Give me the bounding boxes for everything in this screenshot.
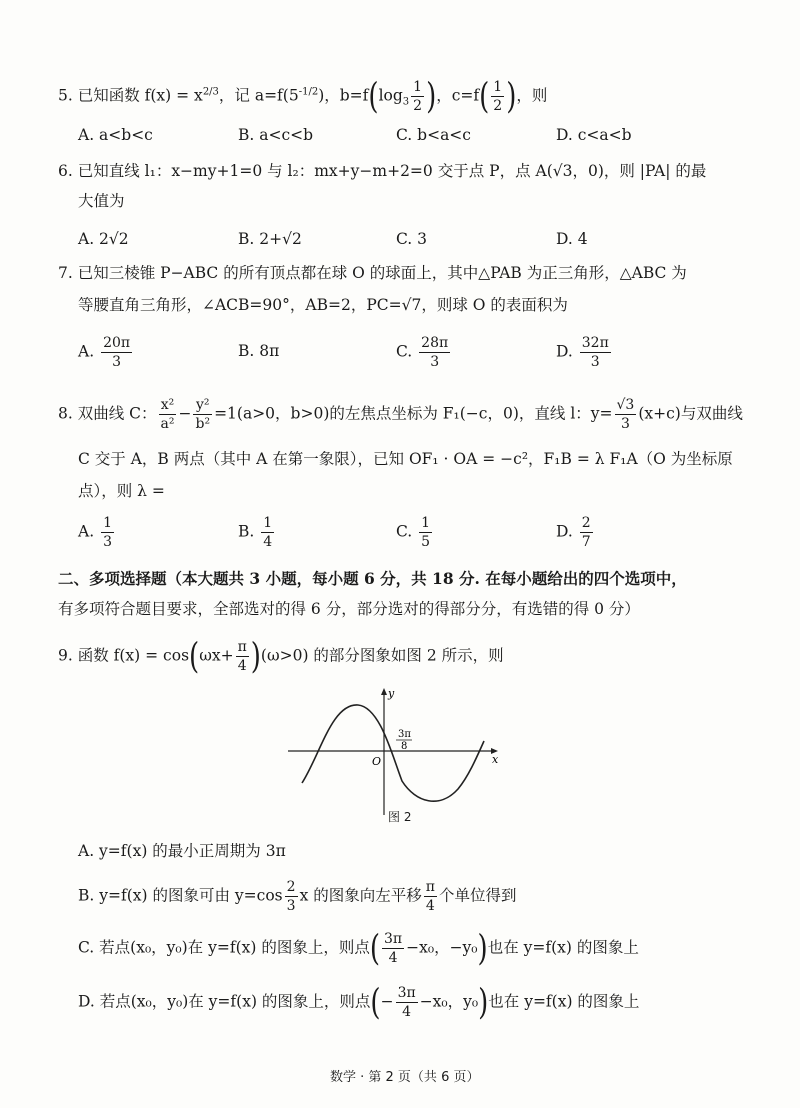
q8-line3: 点），则 λ = [78, 482, 165, 500]
origin-label: O [372, 755, 382, 768]
tick-label-denominator: 8 [401, 741, 408, 752]
q5-option-a: A. a<b<c [78, 126, 153, 144]
q7-option-b: B. 8π [238, 342, 280, 360]
cosine-graph-figure [280, 685, 520, 825]
q5-option-c: C. b<a<c [396, 126, 471, 144]
q9-stem: 9. 函数 f(x) = cos(ωx+ $\frac{\pi}{4}$ )(ω>0) 的部分图象如图 2 所示，则 [58, 636, 504, 677]
q7-line2: 等腰直角三角形，∠ACB=90°，AB=2，PC=√7，则球 O 的表面积为 [78, 296, 568, 314]
cosine-curve [302, 705, 484, 801]
q6-option-d: D. 4 [556, 230, 588, 248]
tick-label-numerator: 3π [398, 729, 411, 740]
q9-option-b: B. y=f(x) 的图象可由 y=cos $\frac{2}{3}$ x 的图象向左平移 $\frac{\pi}{4}$ 个单位得到 [78, 879, 517, 914]
q8-line1: 8. 双曲线 C： $\frac{\text{x²}}{\text{a²}}$ − $\frac{\text{y²}}{\text{b²}}$ =1(a>0，b>0)的左焦点坐标为 F₁(−c，0)，直线 l：y= $\frac{√3}{3}$ (x+c)与双曲线 [58, 397, 743, 432]
section-2-line2: 有多项符合题目要求，全部选对的得 6 分，部分选对的得部分分，有选错的得 0 分） [58, 600, 640, 618]
q7-line1: 7. 已知三棱锥 P−ABC 的所有顶点都在球 O 的球面上，其中△PAB 为正三角形，△ABC 为 [58, 264, 687, 282]
q5-stem: 5. 已知函数 $f(x) = x^{2/3}$，记 $a=f(5^{-1/2})$，$b=f(\log_3$ $\frac{1}{2}$ )，c=f( $\frac{1}{2}$ )，则 [58, 76, 548, 117]
q5-option-d: D. c<a<b [556, 126, 632, 144]
q7-option-c: C. $\frac{28\pi}{3}$ [396, 335, 449, 370]
page-footer: 数学 · 第 2 页（共 6 页） [330, 1070, 480, 1085]
q5-option-b: B. a<c<b [238, 126, 314, 144]
q6-line1: 6. 已知直线 l₁：x−my+1=0 与 l₂：mx+y−m+2=0 交于点 P，点 A(√3，0)，则 |PA| 的最 [58, 162, 707, 180]
q8-option-c: C. $\frac{1}{5}$ [396, 515, 431, 550]
y-axis-label: y [388, 687, 395, 700]
q9-option-c: C. 若点(x₀，y₀)在 y=f(x) 的图象上，则点( $\frac{3\pi}{4}$ −x₀，−y₀)也在 y=f(x) 的图象上 [78, 928, 639, 969]
q7-option-a: A. $\frac{20\pi}{3}$ [78, 335, 131, 370]
y-axis-arrow [381, 688, 387, 695]
q8-line2: C 交于 A，B 两点（其中 A 在第一象限），已知 OF₁ · OA = −c²，F₁B = λ F₁A（O 为坐标原 [78, 450, 733, 468]
q9-option-d: D. 若点(x₀，y₀)在 y=f(x) 的图象上，则点(− $\frac{3\pi}{4}$ −x₀，y₀)也在 y=f(x) 的图象上 [78, 982, 640, 1023]
q6-option-a: A. 2√2 [78, 230, 129, 248]
q7-option-d: D. $\frac{32\pi}{3}$ [556, 335, 609, 370]
x-axis-label: x [492, 753, 499, 766]
q9-option-a: A. y=f(x) 的最小正周期为 3π [78, 842, 286, 860]
q8-option-d: D. $\frac{2}{7}$ [556, 515, 591, 550]
q6-line2: 大值为 [78, 192, 125, 210]
figure-caption: 图 2 [388, 810, 412, 824]
q6-option-c: C. 3 [396, 230, 428, 248]
q8-option-b: B. $\frac{1}{4}$ [238, 515, 273, 550]
q8-option-a: A. $\frac{1}{3}$ [78, 515, 112, 550]
section-2-line1: 二、多项选择题（本大题共 3 小题，每小题 6 分，共 18 分. 在每小题给出的四个选项中， [58, 569, 687, 588]
q6-option-b: B. 2+√2 [238, 230, 302, 248]
